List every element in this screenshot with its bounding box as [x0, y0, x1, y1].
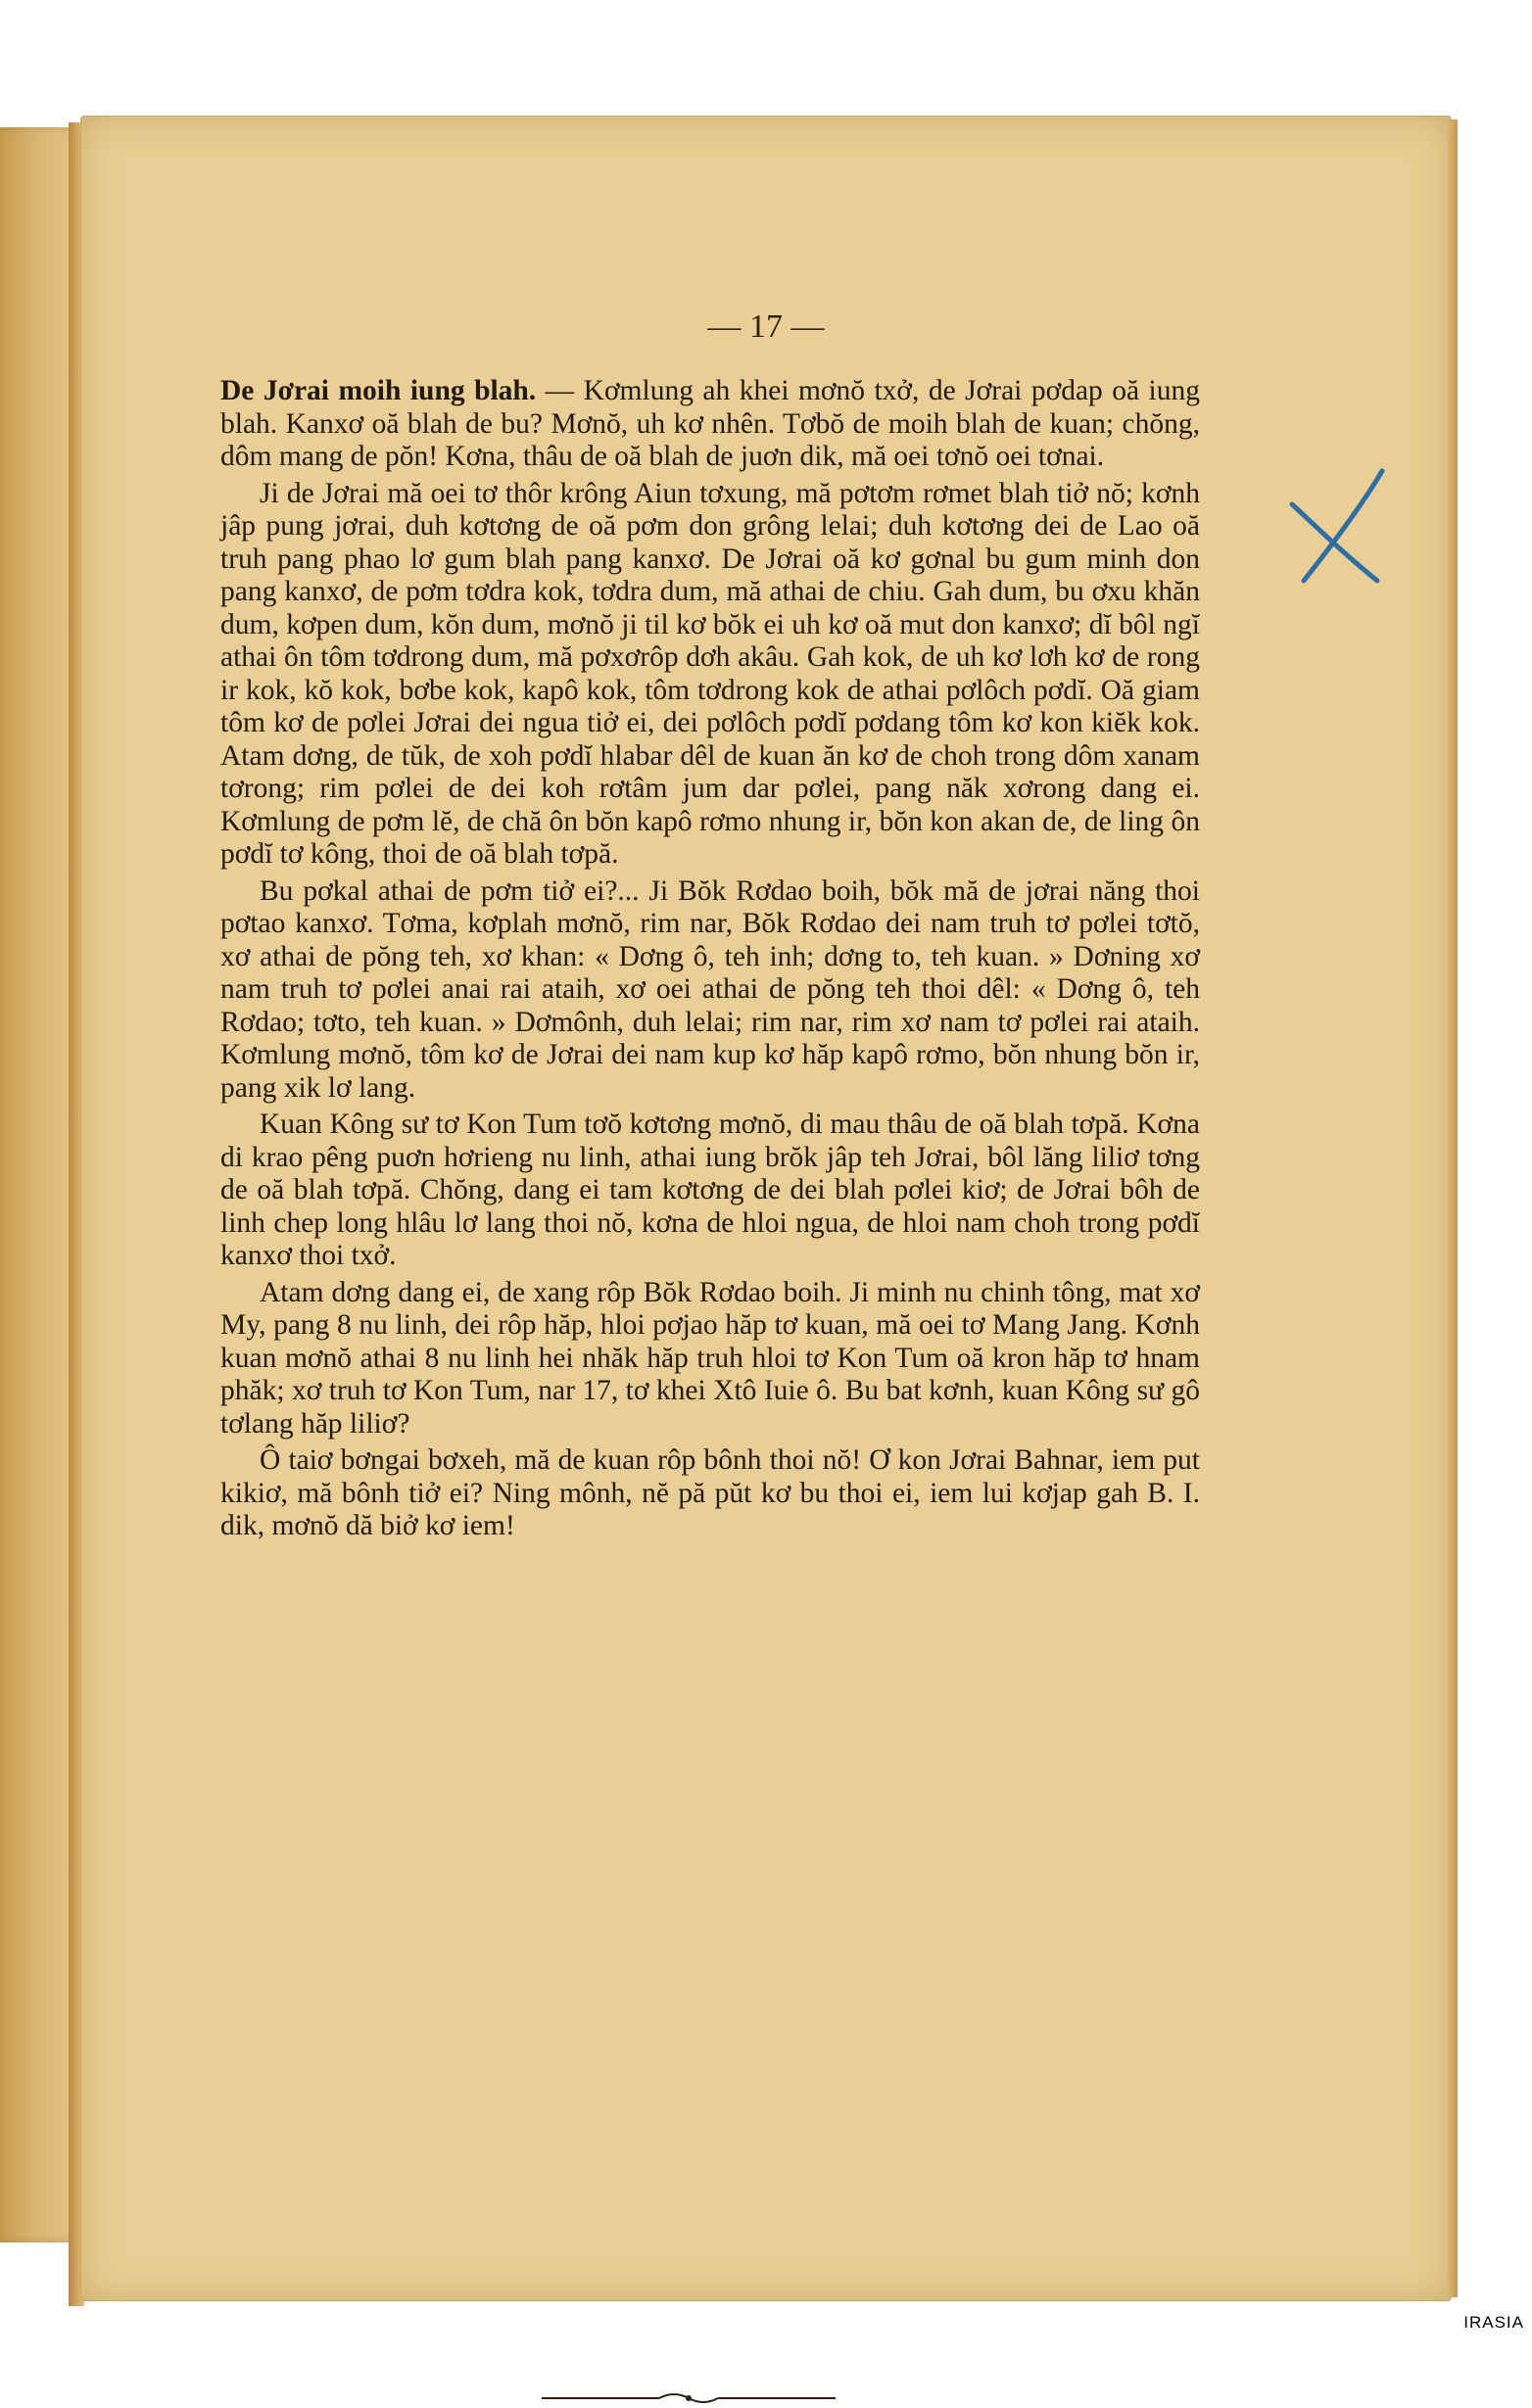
end-ornament-divider: [542, 2388, 836, 2408]
paragraph-text: — Kơmlung ah khei mơnŏ txở, de Jơrai pơdap oă iung blah. Kanxơ oă blah de bu? Mơnŏ, uh kơ nhên. Tơbŏ de moih blah de kuan; chŏng, dôm mang de pŏn! Kơna, thâu de oă blah de juơn dik, mă oei tơnŏ oei tơnai.: [220, 375, 1201, 472]
page-number: — 17 —: [707, 308, 825, 345]
paragraph-4: [220, 1109, 1200, 1273]
paragraph-6: [220, 1444, 1200, 1543]
pen-cross-mark: [1284, 465, 1392, 592]
paragraph-text: Kuan Kông sư tơ Kon Tum tơŏ kơtơng mơnŏ, di mau thâu de oă blah tơpă. Kơna di krao pêng puơn hơrieng nu linh, athai iung brŏk jâp teh Jơrai, bôl lăng liliơ tơng de oă blah tơpă. Chŏng, dang ei tam kơtơng de dei blah pơlei kiơ; de Jơrai bôh de linh chep long hlâu lơ lang thoi nŏ, kơna de hloi ngua, de hloi nam choh trong pơdĭ kanxơ thoi txở.: [220, 1109, 1200, 1271]
paragraph-text: Atam dơng dang ei, de xang rôp Bŏk Rơdao boih. Ji minh nu chinh tông, mat xơ My, pang 8 nu linh, dei rôp hăp, hloi pơjao hăp tơ kuan, mă oei tơ Mang Jang. Kơnh kuan mơnŏ athai 8 nu linh hei nhăk hăp truh hloi tơ Kon Tum oă kron hăp tơ hnam phăk; xơ truh tơ Kon Tum, nar 17, tơ khei Xtô Iuie ô. Bu bat kơnh, kuan Kông sư gô tơlang hăp liliơ?: [220, 1276, 1200, 1440]
section-heading: De Jơrai moih iung blah.: [220, 375, 537, 406]
paragraph-text: Ji de Jơrai mă oei tơ thôr krông Aiun tơxung, mă pơtơm rơmet blah tiở nŏ; kơnh jâp pung jơrai, duh kơtơng de oă pơm don grông lelai; duh kơtơng dei de Lao oă truh pang phao lơ gum blah pang kanxơ. De Jơrai oă kơ gơnal bu gum minh don pang kanxơ, de pơm tơdra kok, tơdra dum, mă athai de chiu. Gah dum, bu ơxu khăn dum, kơpen dum, kŏn dum, mơnŏ ji til kơ bŏk ei uh kơ oă mut don kanxơ; dĭ bôl ngĭ athai ôn tôm tơdrong dum, mă pơxơrôp dơh akâu. Gah kok, de uh kơ lơh kơ de rong ir kok, kŏ kok, bơbe kok, kapô kok, tôm tơdrong kok de athai pơlôch pơdĭ. Oă giam tôm kơ de pơlei Jơrai dei ngua tiở ei, dei pơlôch pơdĭ pơdang tôm kơ kon kiĕk kok. Atam dơng, de tŭk, de xoh pơdĭ hlabar dêl de kuan ăn kơ de choh trong dôm xanam tơrong; rim pơlei de dei koh rơtâm jum dar pơlei, pang năk xơrong dang ei. Kơmlung de pơm lĕ, de chă ôn bŏn kapô rơmo nhung ir, bŏn kon akan de, de ling ôn pơdĭ tơ kông, thoi de oă blah tơpă.: [220, 477, 1200, 870]
paragraph-2: [220, 478, 1200, 872]
document-page: [80, 116, 1452, 2301]
paragraph-1: [220, 375, 1200, 474]
page-right-edge: [1448, 119, 1458, 2297]
paragraph-3: [220, 875, 1200, 1106]
watermark-label: IRASIA: [1463, 2313, 1524, 2332]
paragraph-text: Bu pơkal athai de pơm tiở ei?... Ji Bŏk Rơdao boih, bŏk mă de jơrai năng thoi pơtao kanxơ. Tơma, kơplah mơnŏ, rim nar, Bŏk Rơdao dei nam truh tơ pơlei tơtŏ, xơ athai de pŏng teh, xơ khan: « Dơng ô, teh inh; dơng to, teh kuan. » Dơning xơ nam truh tơ pơlei anai rai ataih, xơ oei athai de pŏng teh thoi dêl: « Dơng ô, teh Rơdao; tơto, teh kuan. » Dơmônh, duh lelai; rim nar, rim xơ nam tơ pơlei rai ataih. Kơmlung mơnŏ, tôm kơ de Jơrai dei nam kup kơ hăp kapô rơmo, bŏn nhung bŏn ir, pang xik lơ lang.: [220, 874, 1200, 1104]
paragraph-text: Ô taiơ bơngai bơxeh, mă de kuan rôp bônh thoi nŏ! Ơ kon Jơrai Bahnar, iem put kikiơ, mă bônh tiở ei? Ning mônh, nĕ pă pŭt kơ bu thoi ei, iem lui kơjap gah B. I. dik, mơnŏ dă biở kơ iem!: [220, 1444, 1200, 1541]
paragraph-5: [220, 1277, 1200, 1441]
body-text: [220, 375, 1200, 1547]
